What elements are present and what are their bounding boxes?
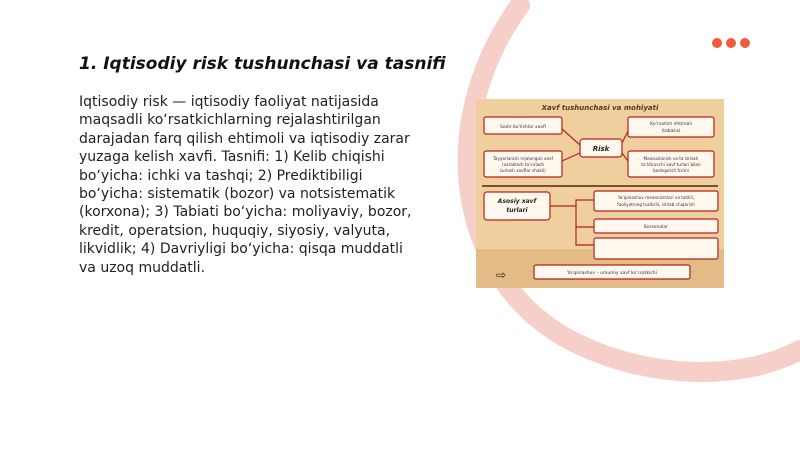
- diagram-center: Risk: [592, 145, 610, 153]
- slide-title: 1. Iqtisodiy risk tushunchasi va tasnifi: [79, 54, 446, 74]
- right-arrow-icon: ⇨: [496, 268, 507, 282]
- diagram-title: Xavf tushunchasi va mohiyati: [541, 104, 659, 112]
- diagram-top-right-1: Ko‘rsatish ehtimoli: [650, 122, 692, 127]
- diagram-bottom: Ya‘qinlashuv – umumiy xavf ko‘rsatkichi: [567, 271, 657, 276]
- diagram-mid-right-2: to‘ldiruvchi xavf turlari bilan: [641, 162, 701, 167]
- slide-body-text: Iqtisodiy risk — iqtisodiy faoliyat natijasida maqsadli ko‘rsatkichlarning rejalashtirilgan darajadan farq qilish ehtimoli va iqtisodiy zarar yuzaga kelish xavfi. Tasnifi: 1) Kelib chiqishi bo‘yicha: ichki va tashqi; 2) Prediktibiligi bo‘yicha: sistematik (bozor) va notsistematik (korxona); 3) Tabiati bo‘yicha: moliyaviy, bozor, kredit, operatsion, huquqiy, siyosiy, valyuta, likvidlik; 4) Davriyligi bo‘yicha: qisqa muddatli va uzoq muddatli.: [79, 94, 412, 276]
- diagram-mid-right-3: boshqarish tizimi: [653, 168, 689, 173]
- diagram-mid-left-1: Tayyorlanish rejalangan xavf: [493, 156, 553, 161]
- diagram-factors-label-2: turlari: [506, 207, 528, 214]
- diagram-factors-label-1: Asosiy xavf: [497, 198, 537, 205]
- diagram-factor-1-line-2: faoliyatning tuzilishi, ishlab chiqarish: [617, 202, 695, 207]
- diagram-mid-right-1: Maxsuslanish va ta‘sirlash: [643, 156, 699, 161]
- diagram-factor-2: Korxonalar: [644, 225, 668, 230]
- diagram-mid-left-3: turlash xavflar shakli): [500, 168, 546, 173]
- diagram-top-left: Sodir bo‘lishlar xavfi: [500, 125, 546, 130]
- risk-diagram-image: [476, 99, 724, 288]
- diagram-factor-1-line-1: Ya‘qinlashuv mexanizmlari va tahlili,: [617, 195, 695, 200]
- diagram-mid-left-2: (xarakterli ta‘sirlash: [501, 162, 545, 167]
- diagram-top-right-2: (tabaka): [661, 129, 681, 134]
- more-dots-icon: [712, 38, 750, 48]
